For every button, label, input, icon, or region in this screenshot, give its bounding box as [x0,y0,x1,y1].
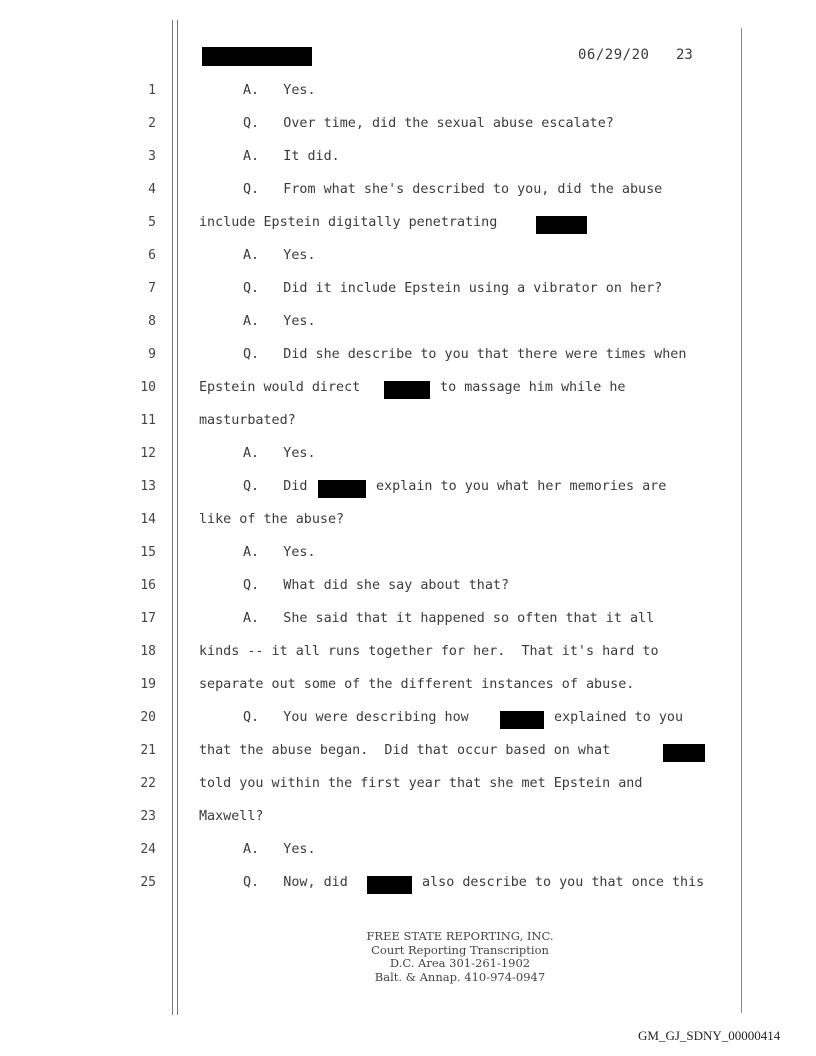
redaction-name [367,876,412,894]
line-text-continued: to massage him while he [432,380,626,395]
footer-phone-dc: D.C. Area 301-261-1902 [389,956,531,970]
transcript-line [0,506,816,536]
transcript-line [0,275,816,305]
line-number: 1 [148,83,156,98]
transcript-line [0,770,816,800]
line-number: 11 [140,413,156,428]
bates-number: GM_GJ_SDNY_00000414 [638,1028,781,1043]
line-text: Q. Over time, did the sexual abuse escalate? [243,116,614,131]
line-text: Q. Did it include Epstein using a vibrator on her? [243,281,663,296]
transcript-line [0,110,816,140]
line-text: told you within the first year that she met Epstein and [199,776,643,791]
line-number: 6 [148,248,156,263]
line-text: kinds -- it all runs together for her. That it's hard to [199,644,659,659]
footer-company: FREE STATE REPORTING, INC. [366,929,554,943]
line-number: 13 [140,479,156,494]
footer-phone-balt: Balt. & Annap. 410-974-0947 [374,969,546,984]
line-text: A. Yes. [243,314,316,329]
line-number: 10 [140,380,156,395]
line-text: Q. Now, did [243,875,356,890]
redaction-name [384,381,430,399]
redaction-name [663,744,705,762]
transcript-line [0,572,816,602]
line-number: 8 [148,314,156,329]
header-date: 06/29/20 [578,47,650,63]
transcript-line [0,473,816,503]
line-text: include Epstein digitally penetrating [199,215,506,230]
line-text: masturbated? [199,413,296,428]
transcript-line [0,836,816,866]
line-number: 21 [140,743,156,758]
transcript-line [0,440,816,470]
line-number: 19 [140,677,156,692]
transcript-line [0,242,816,272]
transcript-line [0,803,816,833]
line-number: 12 [140,446,156,461]
line-number: 24 [140,842,156,857]
transcript-line [0,605,816,635]
line-number: 25 [140,875,156,890]
transcript-line [0,209,816,239]
line-number: 7 [148,281,156,296]
line-number: 14 [140,512,156,527]
line-text: that the abuse began. Did that occur based on what [199,743,619,758]
line-text: A. She said that it happened so often that it all [243,611,655,626]
line-number: 3 [148,149,156,164]
line-number: 9 [148,347,156,362]
line-number: 16 [140,578,156,593]
transcript-line [0,176,816,206]
transcript-line [0,539,816,569]
line-number: 4 [148,182,156,197]
line-text: A. Yes. [243,842,316,857]
redaction-name [536,216,587,234]
transcript-line [0,77,816,107]
line-text: A. Yes. [243,446,316,461]
line-number: 2 [148,116,156,131]
reporter-footer [300,930,620,984]
line-text: Epstein would direct [199,380,369,395]
transcript-line [0,143,816,173]
transcript-line [0,308,816,338]
line-text-continued: also describe to you that once this [414,875,705,890]
transcript-line [0,407,816,437]
line-number: 5 [148,215,156,230]
line-number: 17 [140,611,156,626]
transcript-line [0,638,816,668]
line-text: Maxwell? [199,809,264,824]
line-number: 22 [140,776,156,791]
page-number: 23 [676,47,693,63]
line-text-continued: explain to you what her memories are [368,479,667,494]
line-text: A. Yes. [243,248,316,263]
line-text: like of the abuse? [199,512,345,527]
redaction-header [202,47,312,66]
line-text: Q. Did she describe to you that there were times when [243,347,687,362]
footer-service: Court Reporting Transcription [371,942,549,957]
line-text: A. Yes. [243,545,316,560]
redaction-name [500,711,544,729]
line-text: Q. Did [243,479,316,494]
line-number: 20 [140,710,156,725]
transcript-line [0,671,816,701]
transcript-line [0,704,816,734]
line-text-continued: explained to you [546,710,684,725]
line-number: 18 [140,644,156,659]
line-text: Q. What did she say about that? [243,578,510,593]
line-text: Q. From what she's described to you, did the abuse [243,182,663,197]
transcript-line [0,341,816,371]
line-number: 23 [140,809,156,824]
line-text: separate out some of the different instances of abuse. [199,677,635,692]
redaction-name [318,480,366,498]
line-text: A. Yes. [243,83,316,98]
line-number: 15 [140,545,156,560]
line-text: A. It did. [243,149,340,164]
line-text: Q. You were describing how [243,710,477,725]
